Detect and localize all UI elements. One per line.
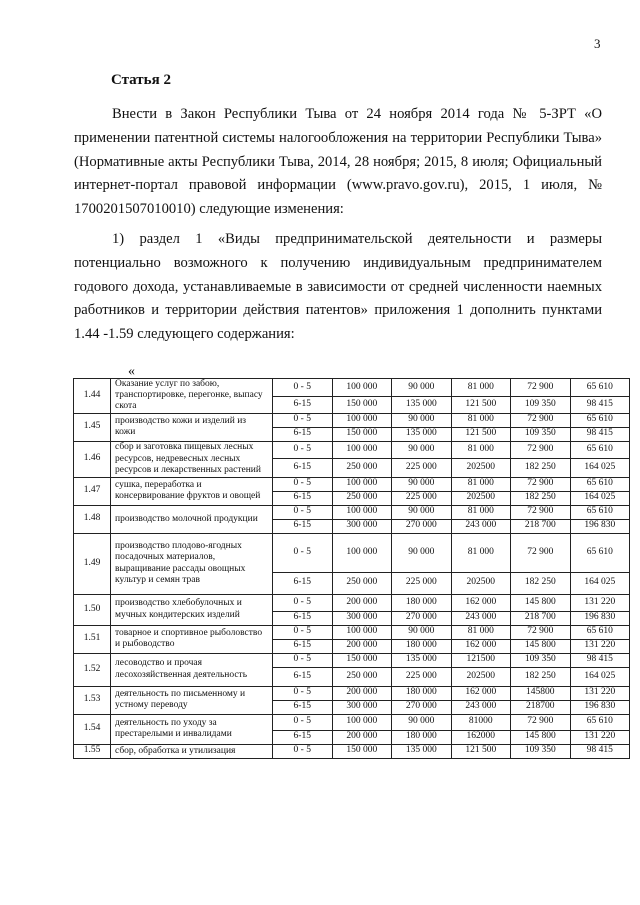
activity-name: производство плодово-ягодных посадочных материалов, выращивание рассады овощных культур и семян трав [111, 533, 273, 594]
income-value: 100 000 [332, 625, 392, 639]
table-row [74, 594, 630, 611]
employee-range: 0 - 5 [273, 477, 333, 491]
employee-range: 6-15 [273, 396, 333, 413]
employee-range: 0 - 5 [273, 625, 333, 639]
income-value: 196 830 [570, 700, 630, 714]
page-number: 3 [594, 36, 601, 51]
employee-range: 6-15 [273, 519, 333, 533]
income-value: 109 350 [511, 396, 571, 413]
income-value: 218700 [511, 700, 571, 714]
income-value: 200 000 [332, 594, 392, 611]
income-value: 135 000 [392, 427, 452, 441]
activity-name: товарное и спортивное рыболовство и рыбоводство [111, 625, 273, 653]
employee-range: 0 - 5 [273, 686, 333, 700]
income-value: 243 000 [451, 611, 511, 625]
income-value: 98 415 [570, 396, 630, 413]
income-value: 150 000 [332, 396, 392, 413]
income-value: 300 000 [332, 611, 392, 625]
item-number: 1.55 [74, 744, 111, 758]
activity-name: производство кожи и изделий из кожи [111, 413, 273, 441]
income-value: 65 610 [570, 533, 630, 572]
income-value: 121500 [451, 653, 511, 667]
open-quote: « [128, 364, 135, 379]
income-value: 109 350 [511, 653, 571, 667]
item-number: 1.51 [74, 625, 111, 653]
income-value: 200 000 [332, 639, 392, 653]
activity-name: производство хлебобулочных и мучных кондитерских изделий [111, 594, 273, 625]
income-value: 90 000 [392, 379, 452, 397]
income-value: 72 900 [511, 714, 571, 730]
income-value: 162 000 [451, 594, 511, 611]
income-value: 65 610 [570, 413, 630, 427]
employee-range: 6-15 [273, 639, 333, 653]
activity-income-table [73, 378, 630, 759]
income-value: 270 000 [392, 700, 452, 714]
income-value: 135 000 [392, 744, 452, 758]
income-value: 300 000 [332, 519, 392, 533]
income-value: 182 250 [511, 491, 571, 505]
income-value: 225 000 [392, 572, 452, 594]
income-value: 300 000 [332, 700, 392, 714]
income-value: 162000 [451, 730, 511, 744]
employee-range: 0 - 5 [273, 533, 333, 572]
income-value: 250 000 [332, 491, 392, 505]
income-value: 182 250 [511, 458, 571, 477]
income-value: 100 000 [332, 714, 392, 730]
income-value: 90 000 [392, 505, 452, 519]
income-value: 180 000 [392, 594, 452, 611]
item-number: 1.48 [74, 505, 111, 533]
income-value: 196 830 [570, 519, 630, 533]
income-value: 200 000 [332, 686, 392, 700]
activity-name: сбор, обработка и утилизация [111, 744, 273, 758]
income-value: 145 800 [511, 730, 571, 744]
income-value: 225 000 [392, 458, 452, 477]
income-value: 180 000 [392, 639, 452, 653]
income-value: 100 000 [332, 505, 392, 519]
employee-range: 0 - 5 [273, 594, 333, 611]
employee-range: 6-15 [273, 700, 333, 714]
income-value: 121 500 [451, 427, 511, 441]
employee-range: 6-15 [273, 730, 333, 744]
employee-range: 0 - 5 [273, 505, 333, 519]
income-value: 72 900 [511, 477, 571, 491]
income-value: 202500 [451, 667, 511, 686]
income-value: 202500 [451, 458, 511, 477]
income-value: 100 000 [332, 477, 392, 491]
income-value: 270 000 [392, 519, 452, 533]
income-value: 164 025 [570, 572, 630, 594]
income-value: 135 000 [392, 653, 452, 667]
item-number: 1.54 [74, 714, 111, 744]
employee-range: 6-15 [273, 427, 333, 441]
income-value: 145800 [511, 686, 571, 700]
table-row [74, 533, 630, 572]
income-value: 90 000 [392, 441, 452, 458]
table-row [74, 653, 630, 667]
activity-name: производство молочной продукции [111, 505, 273, 533]
table-row [74, 744, 630, 758]
income-value: 109 350 [511, 427, 571, 441]
income-value: 98 415 [570, 744, 630, 758]
income-value: 81 000 [451, 625, 511, 639]
income-value: 225 000 [392, 667, 452, 686]
income-value: 65 610 [570, 441, 630, 458]
employee-range: 6-15 [273, 667, 333, 686]
table-row [74, 714, 630, 730]
income-value: 121 500 [451, 396, 511, 413]
paragraph-amendment-intro: Внести в Закон Республики Тыва от 24 ноября 2014 года № 5-ЗРТ «О применении патентной системы налогообложения на территории Республики Тыва» (Нормативные акты Республики Тыва, 2014, 28 ноября; 2015, 8 июля; Официальный интернет-портал правовой информации (www.pravo.gov.ru), 2015, 1 июля, № 1700201507010010) следующие изменения: [74, 106, 602, 218]
income-value: 250 000 [332, 458, 392, 477]
income-value: 81 000 [451, 505, 511, 519]
income-value: 90 000 [392, 625, 452, 639]
activity-name: лесоводство и прочая лесохозяйственная деятельность [111, 653, 273, 686]
income-value: 81 000 [451, 379, 511, 397]
income-value: 164 025 [570, 458, 630, 477]
income-value: 121 500 [451, 744, 511, 758]
income-value: 270 000 [392, 611, 452, 625]
income-value: 81 000 [451, 533, 511, 572]
income-value: 200 000 [332, 730, 392, 744]
income-value: 164 025 [570, 491, 630, 505]
employee-range: 6-15 [273, 458, 333, 477]
income-value: 98 415 [570, 653, 630, 667]
table-row [74, 441, 630, 458]
income-value: 250 000 [332, 667, 392, 686]
income-value: 202500 [451, 491, 511, 505]
article-title: Статья 2 [111, 72, 171, 88]
income-value: 145 800 [511, 639, 571, 653]
table-row [74, 413, 630, 427]
item-number: 1.46 [74, 441, 111, 477]
income-value: 65 610 [570, 625, 630, 639]
income-value: 131 220 [570, 639, 630, 653]
income-value: 164 025 [570, 667, 630, 686]
activity-name: сбор и заготовка пищевых лесных ресурсов, недревесных лесных ресурсов и лекарственных растений [111, 441, 273, 477]
income-value: 90 000 [392, 533, 452, 572]
income-value: 72 900 [511, 379, 571, 397]
income-value: 72 900 [511, 413, 571, 427]
income-value: 81 000 [451, 477, 511, 491]
income-value: 100 000 [332, 379, 392, 397]
income-value: 218 700 [511, 611, 571, 625]
employee-range: 0 - 5 [273, 714, 333, 730]
income-value: 182 250 [511, 667, 571, 686]
income-value: 180 000 [392, 730, 452, 744]
item-number: 1.50 [74, 594, 111, 625]
income-value: 100 000 [332, 533, 392, 572]
income-value: 162 000 [451, 686, 511, 700]
item-number: 1.52 [74, 653, 111, 686]
employee-range: 6-15 [273, 572, 333, 594]
income-value: 65 610 [570, 477, 630, 491]
activity-name: Оказание услуг по забою, транспортировке, перегонке, выпасу скота [111, 379, 273, 414]
table-row [74, 477, 630, 491]
income-value: 218 700 [511, 519, 571, 533]
income-value: 243 000 [451, 700, 511, 714]
income-value: 150 000 [332, 744, 392, 758]
item-number: 1.47 [74, 477, 111, 505]
item-number: 1.45 [74, 413, 111, 441]
table-row [74, 686, 630, 700]
income-value: 72 900 [511, 505, 571, 519]
income-value: 250 000 [332, 572, 392, 594]
income-value: 81 000 [451, 413, 511, 427]
income-value: 202500 [451, 572, 511, 594]
income-value: 90 000 [392, 413, 452, 427]
table-row [74, 379, 630, 397]
income-value: 180 000 [392, 686, 452, 700]
employee-range: 0 - 5 [273, 413, 333, 427]
employee-range: 6-15 [273, 491, 333, 505]
table-row [74, 625, 630, 639]
income-value: 131 220 [570, 730, 630, 744]
income-value: 150 000 [332, 427, 392, 441]
income-value: 65 610 [570, 505, 630, 519]
activity-name: сушка, переработка и консервирование фруктов и овощей [111, 477, 273, 505]
item-number: 1.44 [74, 379, 111, 414]
table-body [74, 379, 630, 759]
income-value: 182 250 [511, 572, 571, 594]
employee-range: 6-15 [273, 611, 333, 625]
income-value: 81 000 [451, 441, 511, 458]
income-value: 72 900 [511, 533, 571, 572]
income-value: 90 000 [392, 714, 452, 730]
income-value: 150 000 [332, 653, 392, 667]
income-value: 131 220 [570, 594, 630, 611]
income-value: 90 000 [392, 477, 452, 491]
employee-range: 0 - 5 [273, 441, 333, 458]
income-value: 72 900 [511, 625, 571, 639]
income-value: 100 000 [332, 441, 392, 458]
income-value: 196 830 [570, 611, 630, 625]
income-value: 98 415 [570, 427, 630, 441]
activity-name: деятельность по письменному и устному переводу [111, 686, 273, 714]
income-value: 131 220 [570, 686, 630, 700]
income-value: 225 000 [392, 491, 452, 505]
item-number: 1.53 [74, 686, 111, 714]
income-value: 145 800 [511, 594, 571, 611]
income-value: 65 610 [570, 714, 630, 730]
income-value: 100 000 [332, 413, 392, 427]
income-value: 72 900 [511, 441, 571, 458]
income-value: 135 000 [392, 396, 452, 413]
item-number: 1.49 [74, 533, 111, 594]
employee-range: 0 - 5 [273, 379, 333, 397]
employee-range: 0 - 5 [273, 744, 333, 758]
activity-name: деятельность по уходу за престарелыми и инвалидами [111, 714, 273, 744]
income-value: 109 350 [511, 744, 571, 758]
employee-range: 0 - 5 [273, 653, 333, 667]
paragraph-section-1: 1) раздел 1 «Виды предпринимательской деятельности и размеры потенциально возможного к получению индивидуальным предпринимателем годового дохода, устанавливаемые в зависимости от средней численности наемных работников и территории действия патентов» приложения 1 дополнить пунктами 1.44 -1.59 следующего содержания: [74, 231, 602, 343]
income-value: 81000 [451, 714, 511, 730]
income-value: 243 000 [451, 519, 511, 533]
table-row [74, 505, 630, 519]
income-value: 65 610 [570, 379, 630, 397]
income-value: 162 000 [451, 639, 511, 653]
